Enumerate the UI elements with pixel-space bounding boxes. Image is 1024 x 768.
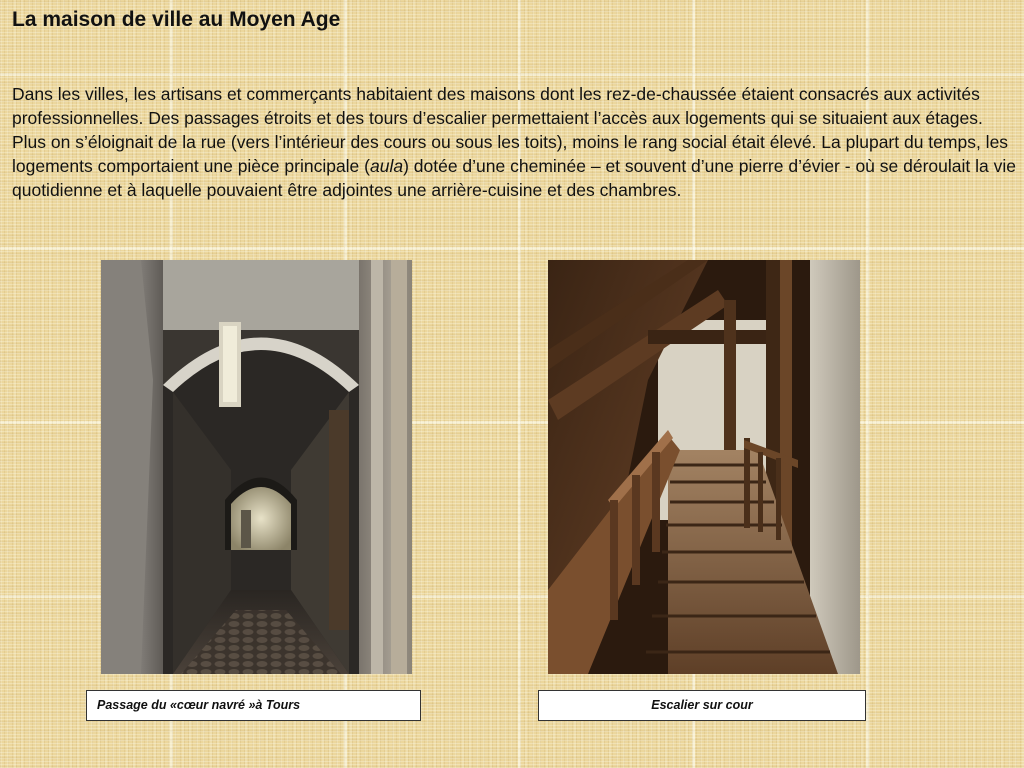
paragraph-italic-term: aula [369, 156, 404, 176]
staircase-photo-image [548, 260, 860, 674]
passage-photo-image [101, 260, 412, 674]
passage-caption: Passage du «cœur navré »à Tours [86, 690, 421, 721]
staircase-caption: Escalier sur cour [538, 690, 866, 721]
passage-photo [101, 260, 412, 674]
paragraph-text-end: ) dotée d’une cheminée – et souvent d’une pierre d’évier - où se déroulait la vie quotidienne et à laquelle pouvaient être adjointes une arrière-cuisine et des chambres. [12, 156, 1016, 200]
staircase-photo [548, 260, 860, 674]
paragraph-text-start: Dans les villes, les artisans et commerçants habitaient des maisons dont les rez-de-chaussée étaient consacrés aux activités professionnelles. Des passages étroits et des tours d’escalier permettaient l’accès aux logements qui se situaient aux étages. Plus on s’éloignait de la rue (vers l’intérieur des cours ou sous les toits), moins le rang social était élevé. La plupart du temps, les logements comportaient une pièce principale ( [12, 84, 1009, 176]
page-title: La maison de ville au Moyen Age [12, 8, 341, 31]
intro-paragraph [12, 82, 1016, 202]
